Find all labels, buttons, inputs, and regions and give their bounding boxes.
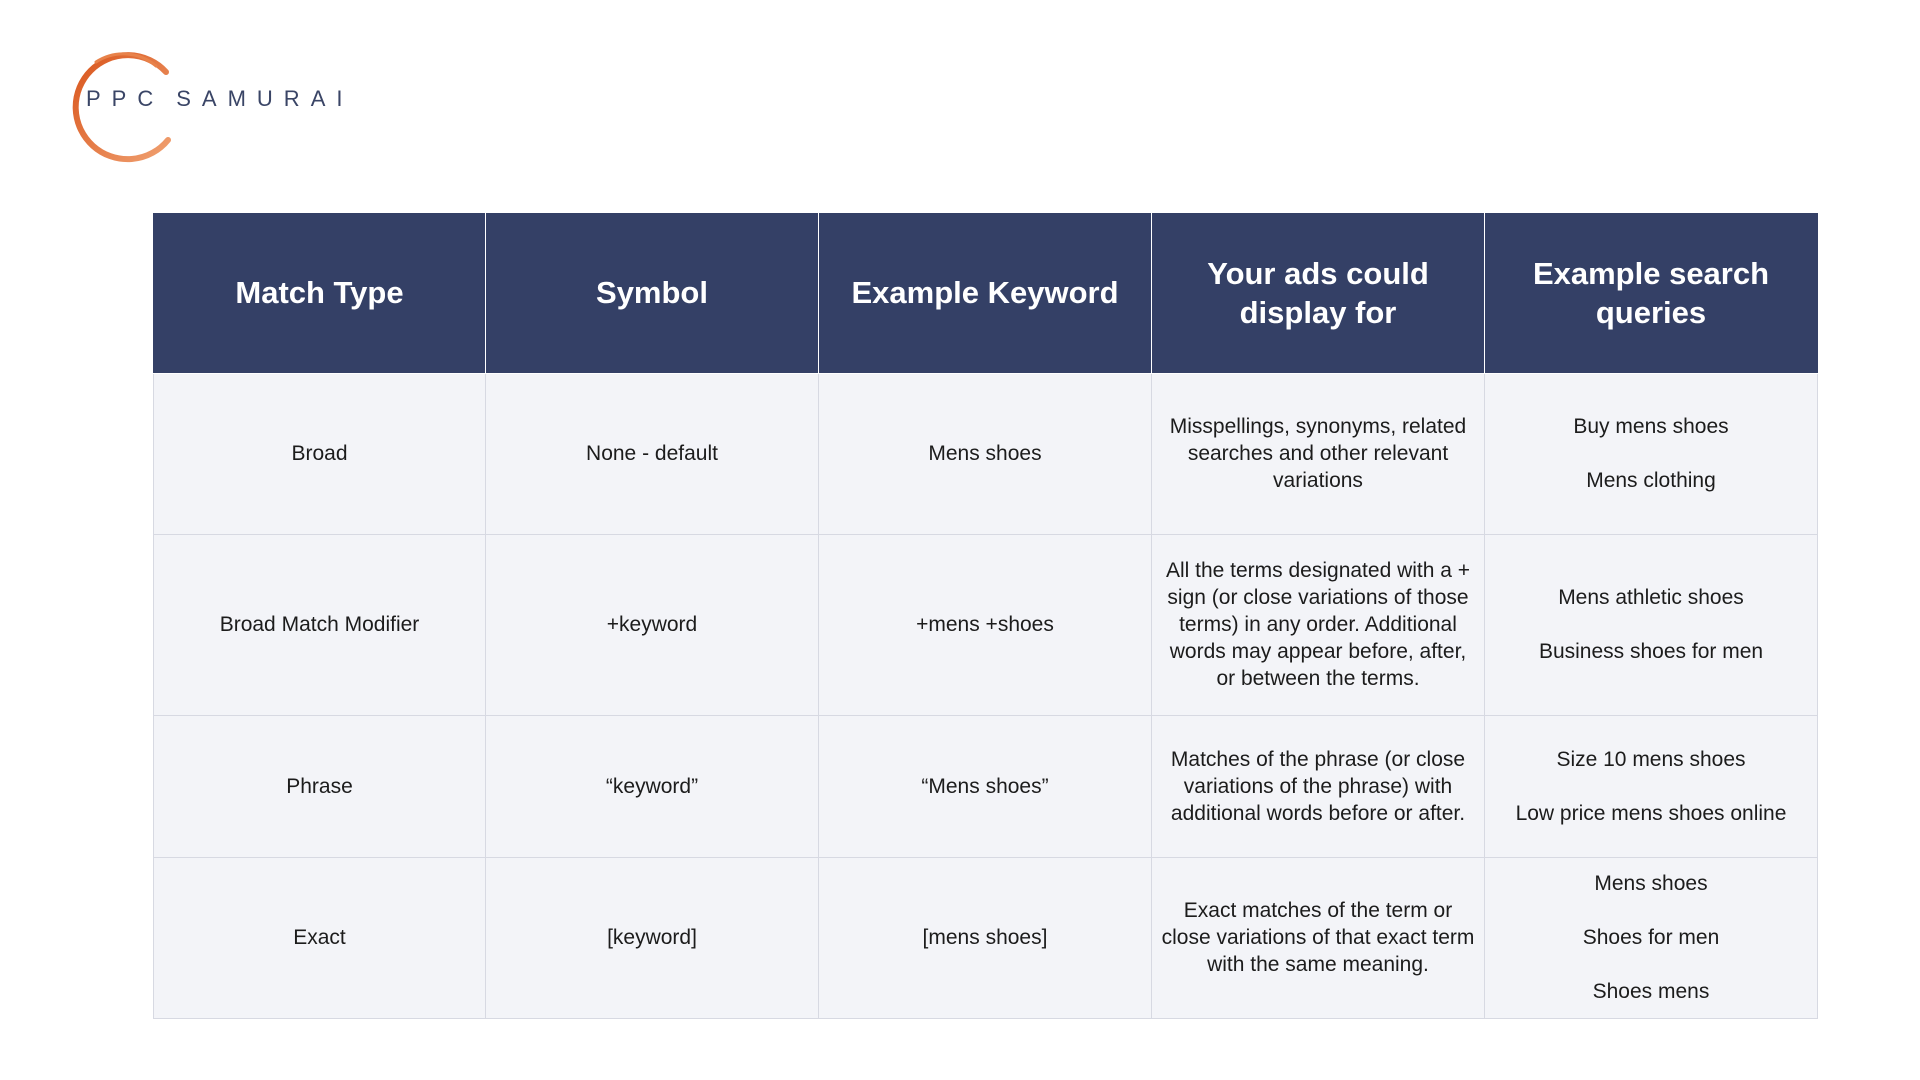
table-row (154, 534, 1818, 715)
ppc-samurai-logo (56, 40, 396, 160)
header-match-type: Match Type (154, 213, 486, 373)
query-item: Low price mens shoes online (1515, 801, 1787, 825)
table-row (154, 857, 1818, 1018)
cell-display-for: Misspellings, synonyms, related searches and other relevant variations (1152, 373, 1485, 534)
table-row (154, 373, 1818, 534)
table-header-row (154, 213, 1818, 373)
query-item: Shoes for men (1582, 926, 1720, 949)
header-display-for: Your ads could display for (1152, 213, 1485, 373)
cell-symbol: +keyword (486, 534, 819, 715)
cell-example-keyword: Mens shoes (819, 373, 1152, 534)
cell-symbol: “keyword” (486, 715, 819, 857)
query-item: Mens athletic shoes (1558, 586, 1744, 609)
cell-display-for: Matches of the phrase (or close variations of the phrase) with additional words before or after. (1152, 715, 1485, 857)
cell-match-type: Broad Match Modifier (154, 534, 486, 715)
cell-queries (1485, 534, 1818, 715)
logo-text-samurai: SAMURAI (176, 86, 354, 111)
cell-example-keyword: +mens +shoes (819, 534, 1152, 715)
table-row (154, 715, 1818, 857)
cell-queries (1485, 373, 1818, 534)
cell-queries (1485, 857, 1818, 1018)
query-item: Mens shoes (1594, 872, 1708, 895)
query-item: Buy mens shoes (1573, 415, 1729, 438)
cell-display-for: Exact matches of the term or close variations of that exact term with the same meaning. (1152, 857, 1485, 1018)
cell-match-type: Exact (154, 857, 486, 1018)
logo-wordmark (86, 86, 354, 112)
query-item: Business shoes for men (1538, 640, 1764, 663)
header-symbol: Symbol (486, 213, 819, 373)
cell-queries (1485, 715, 1818, 857)
cell-symbol: None - default (486, 373, 819, 534)
cell-match-type: Broad (154, 373, 486, 534)
query-item: Mens clothing (1586, 469, 1716, 492)
logo-text-ppc: PPC (86, 86, 165, 111)
match-types-table (153, 213, 1818, 1019)
cell-match-type: Phrase (154, 715, 486, 857)
cell-display-for: All the terms designated with a + sign (or close variations of those terms) in any order. Additional words may appear before, after, or between the terms. (1152, 534, 1485, 715)
cell-symbol: [keyword] (486, 857, 819, 1018)
header-example-keyword: Example Keyword (819, 213, 1152, 373)
query-item: Size 10 mens shoes (1556, 747, 1746, 771)
query-item: Shoes mens (1592, 980, 1710, 1003)
cell-example-keyword: [mens shoes] (819, 857, 1152, 1018)
header-example-queries: Example search queries (1485, 213, 1818, 373)
cell-example-keyword: “Mens shoes” (819, 715, 1152, 857)
